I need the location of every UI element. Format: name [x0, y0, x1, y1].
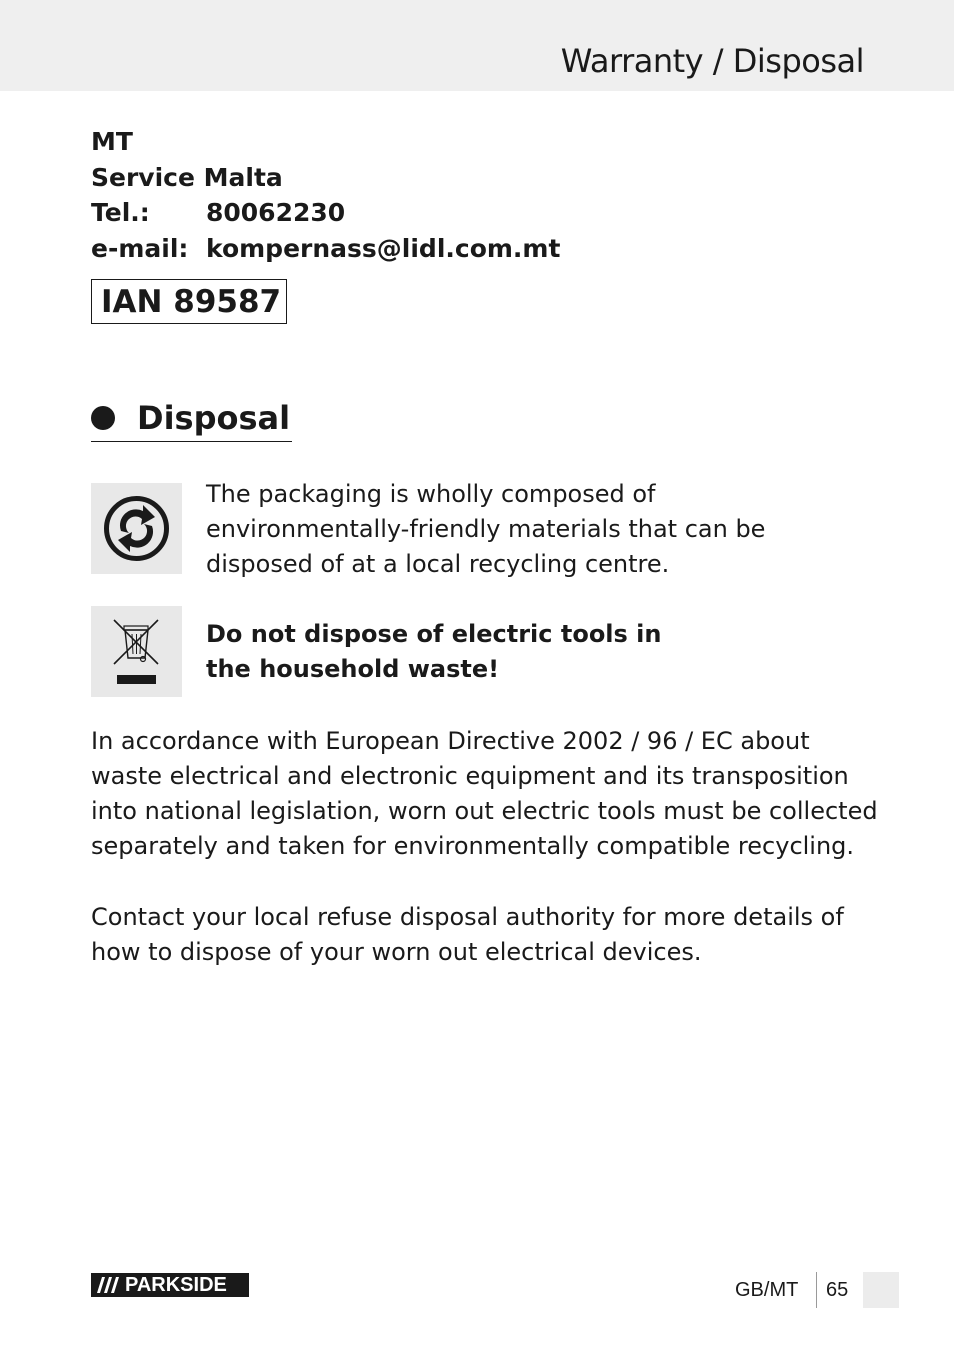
email-value: kompernass@lidl.com.mt: [206, 233, 561, 263]
tel-value: 80062230: [206, 198, 346, 227]
contact-country: MT: [91, 127, 133, 156]
section-title: Disposal: [137, 399, 291, 437]
footer-divider: [816, 1272, 817, 1308]
contact-block: [91, 124, 560, 266]
crossed-out-wheelie-bin-icon: [91, 606, 182, 697]
page-title: Warranty / Disposal: [560, 42, 864, 80]
page-number: 65: [826, 1279, 849, 1301]
logo-brand-text: PARKSIDE: [125, 1274, 227, 1296]
logo-slashes-icon: [91, 1273, 125, 1297]
disposal-warning: Do not dispose of electric tools in the household waste!: [206, 620, 662, 683]
authority-paragraph: Contact your local refuse disposal authority for more details of how to dispose of your worn out electrical devices.: [91, 903, 844, 966]
ian-number-box: IAN 89587: [91, 279, 287, 324]
green-dot-recycling-icon: [91, 483, 182, 574]
page-header: [0, 0, 954, 91]
bullet-icon: [91, 406, 115, 430]
contact-email: [91, 231, 560, 267]
tel-label: Tel.:: [91, 198, 150, 227]
parkside-logo: [91, 1273, 249, 1297]
contact-tel: [91, 195, 560, 231]
footer-language: GB/MT: [735, 1279, 799, 1301]
footer-tab-marker: [863, 1272, 899, 1308]
section-heading-disposal: [91, 399, 292, 442]
contact-service: Service Malta: [91, 162, 283, 192]
directive-paragraph: In accordance with European Directive 2002 / 96 / EC about waste electrical and electronic equipment and its transposition into national legislation, worn out electric tools must be collected separately and taken for environmentally compatible recycling.: [91, 727, 878, 860]
email-label: e-mail:: [91, 233, 189, 263]
packaging-text: The packaging is wholly composed of environmentally-friendly materials that can be disposed of at a local recycling centre.: [206, 480, 766, 578]
